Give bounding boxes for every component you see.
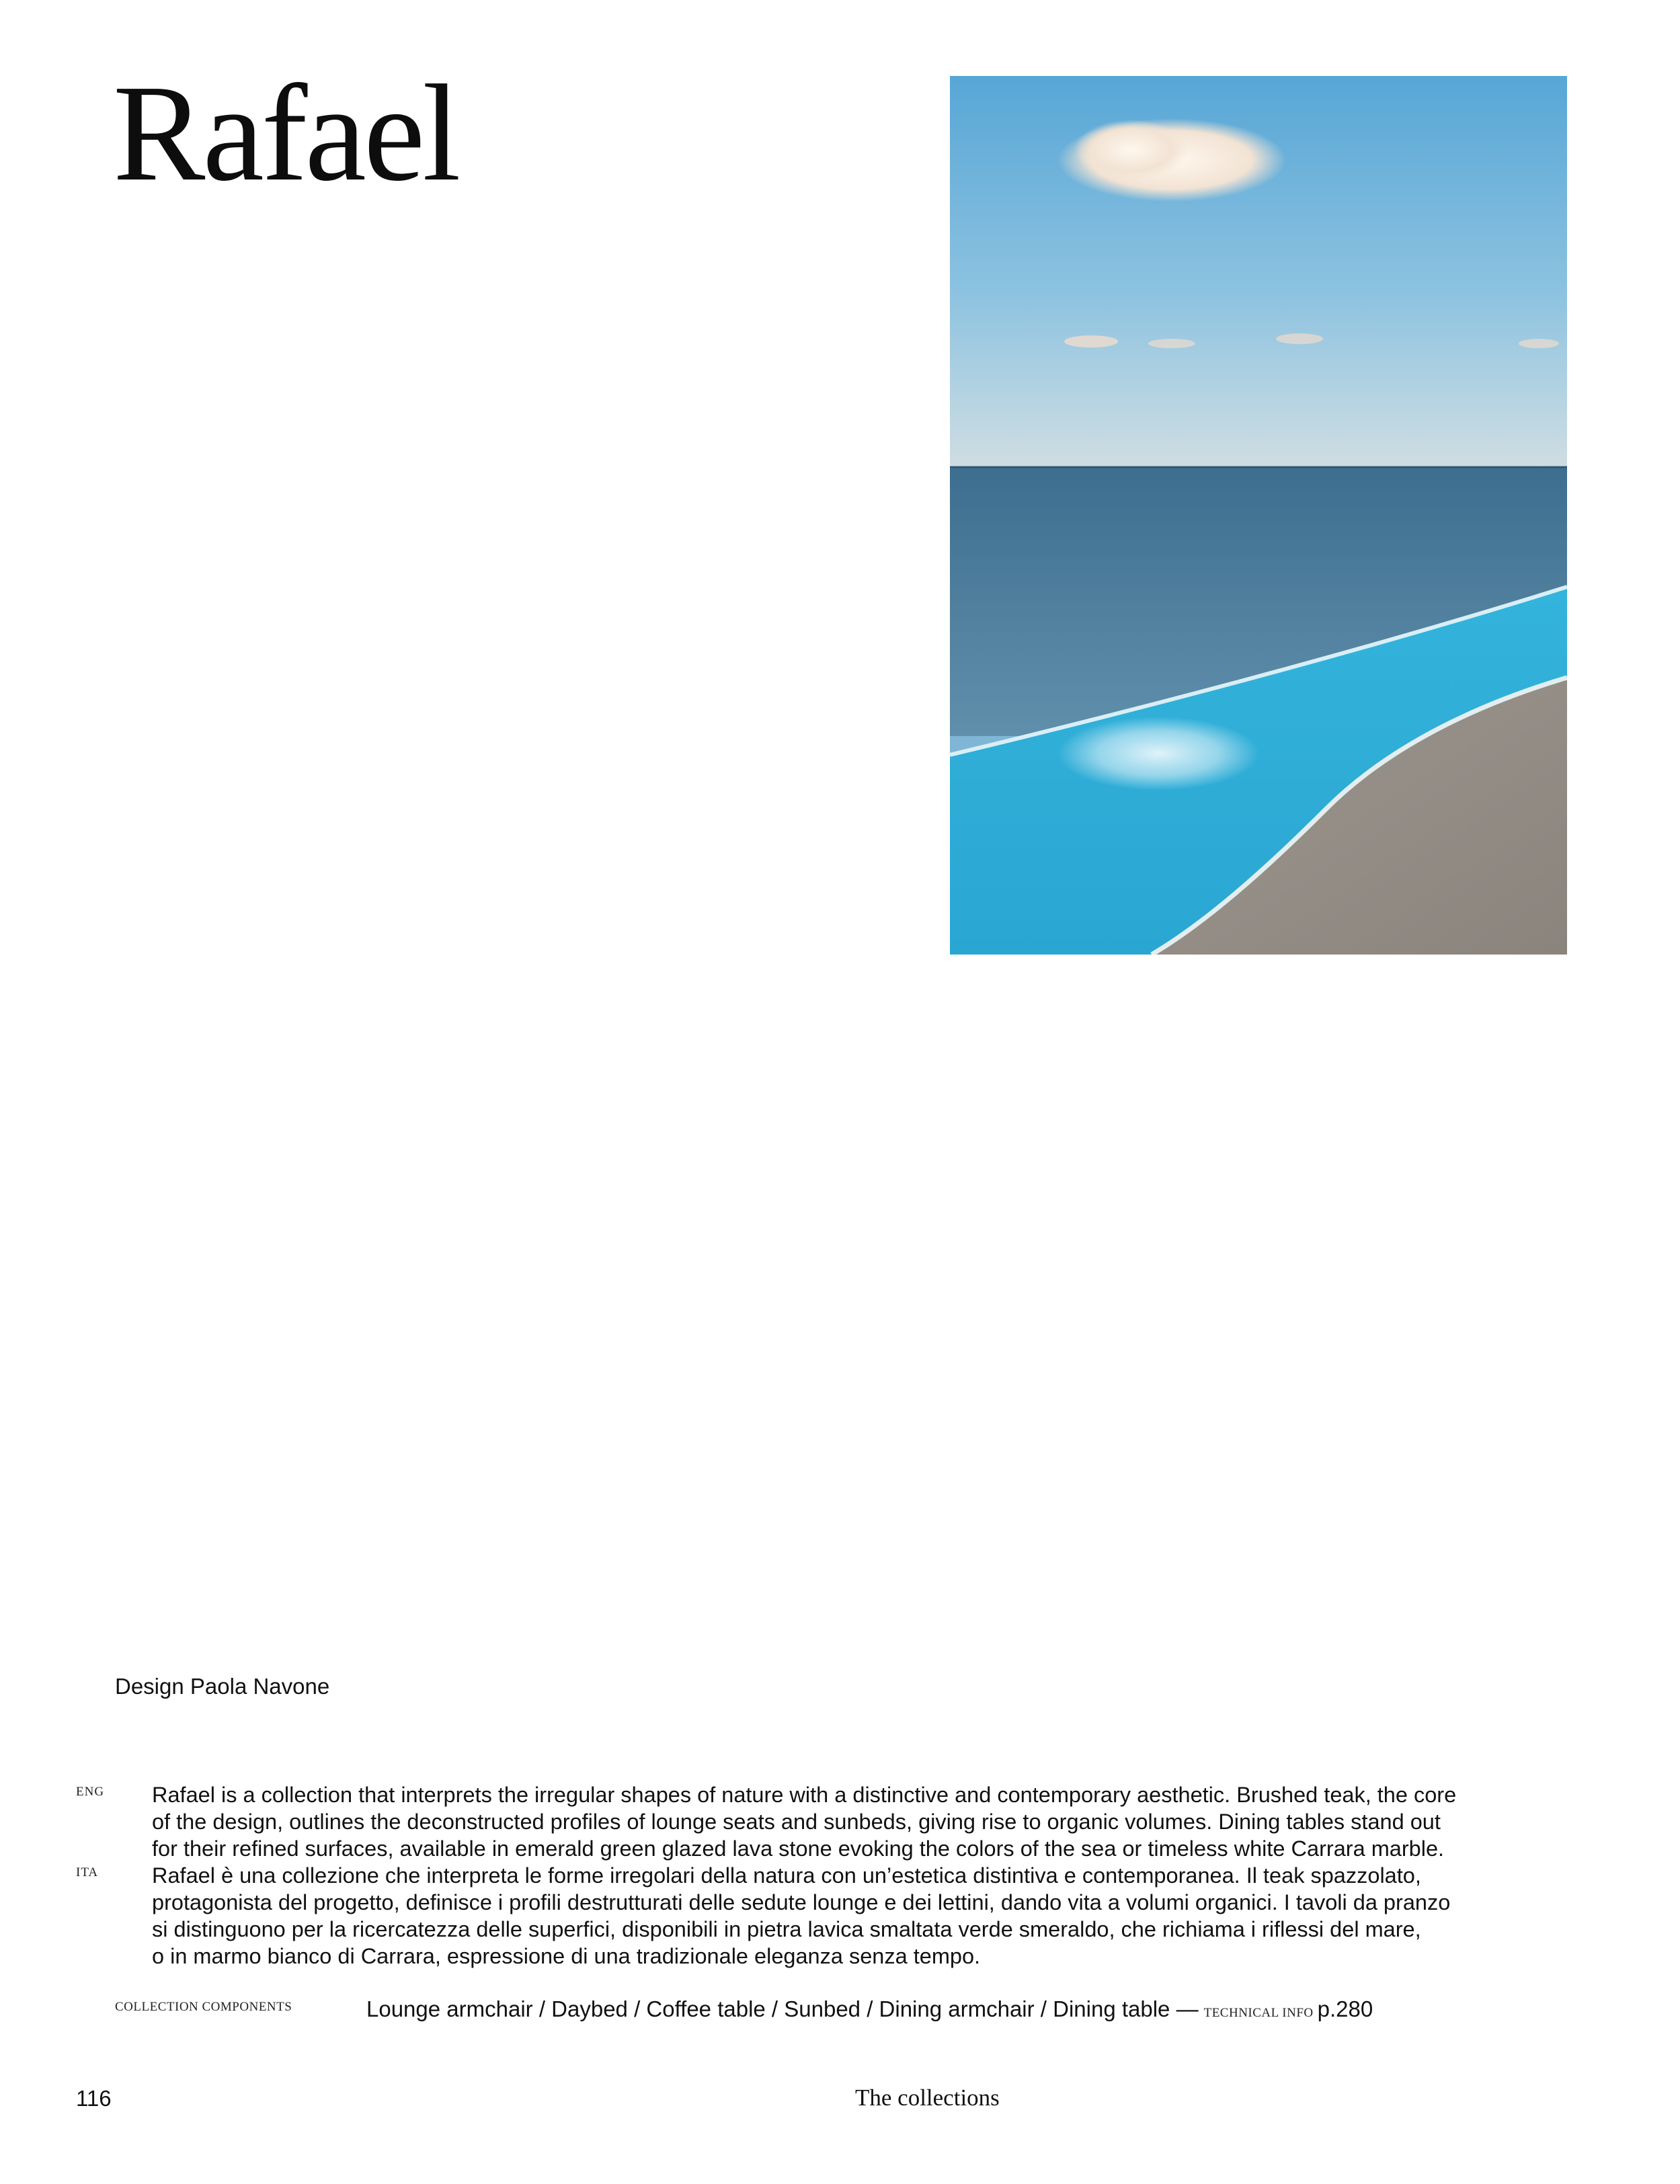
description-ita-line: o in marmo bianco di Carrara, espressione di una tradizionale eleganza senza tempo. bbox=[152, 1944, 981, 1968]
description-ita-line: Rafael è una collezione che interpreta le forme irregolari della natura con un’estetica distintiva e contemporanea. Il teak spazzolato, bbox=[152, 1863, 1421, 1888]
description-eng-line: Rafael is a collection that interprets the irregular shapes of nature with a distinctive and contemporary aesthetic. Brushed teak, the core bbox=[152, 1783, 1457, 1807]
collection-components-label: COLLECTION COMPONENTS bbox=[115, 2000, 292, 2014]
language-label-ita: ITA bbox=[76, 1865, 99, 1879]
technical-info-label: TECHNICAL INFO bbox=[1203, 2006, 1314, 2020]
description-eng-line: of the design, outlines the deconstructed profiles of lounge seats and sunbeds, giving rise to organic volumes. Dining tables stand out bbox=[152, 1810, 1441, 1834]
collection-components-list bbox=[366, 1996, 1373, 2022]
description-eng-line: for their refined surfaces, available in emerald green glazed lava stone evoking the colors of the sea or timeless white Carrara marble. bbox=[152, 1836, 1445, 1861]
description-ita-line: si distinguono per la ricercatezza delle superfici, disponibili in pietra lavica smaltata verde smeraldo, che richiama i riflessi del mare, bbox=[152, 1917, 1421, 1941]
technical-info-page: p.280 bbox=[1317, 1996, 1373, 2021]
page-title: Rafael bbox=[113, 56, 458, 210]
language-label-eng: ENG bbox=[76, 1785, 105, 1799]
page-number: 116 bbox=[76, 2086, 112, 2111]
description-ita-line: protagonista del progetto, definisce i profili destrutturati delle sedute lounge e dei lettini, dando vita a volumi organici. I tavoli da pranzo bbox=[152, 1890, 1451, 1914]
description-ita bbox=[152, 1862, 1611, 1970]
seascape-infinity-pool-photo bbox=[950, 76, 1567, 955]
section-title: The collections bbox=[855, 2085, 1000, 2111]
designer-credit: Design Paola Navone bbox=[115, 1674, 330, 1699]
photo-illustration bbox=[950, 76, 1567, 955]
components-text: Lounge armchair / Daybed / Coffee table / Sunbed / Dining armchair / Dining table — bbox=[366, 1996, 1199, 2021]
description-eng bbox=[152, 1781, 1611, 1862]
